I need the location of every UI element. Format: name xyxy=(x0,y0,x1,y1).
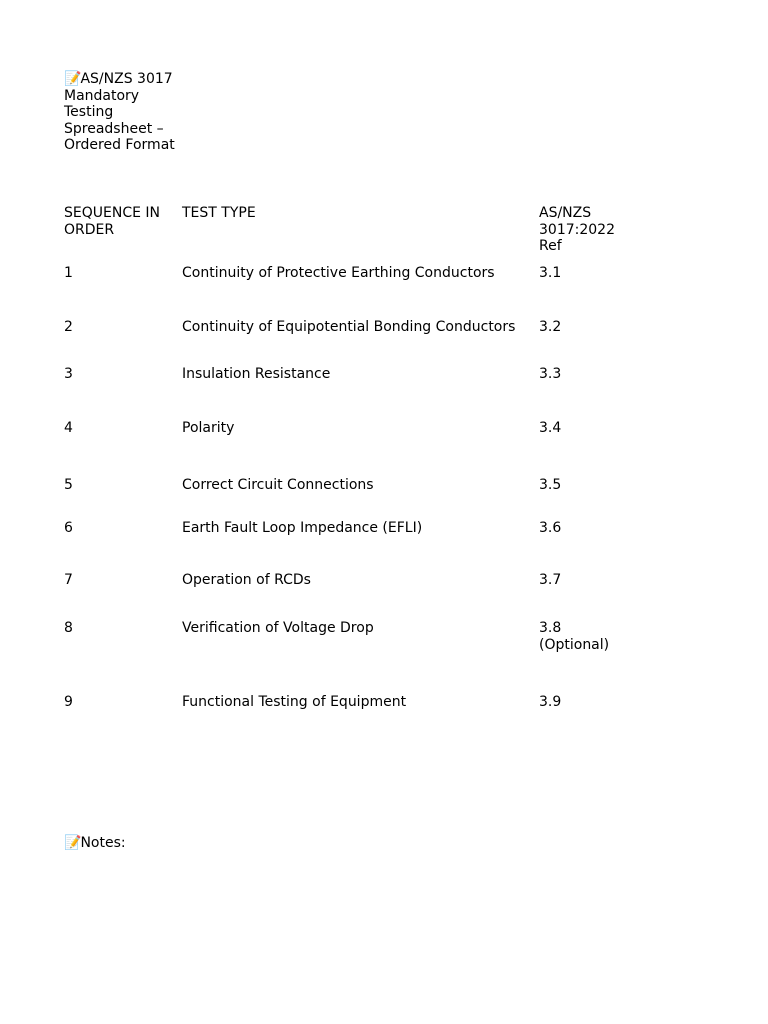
row-test-type: Polarity xyxy=(182,420,235,436)
row-test-type: Correct Circuit Connections xyxy=(182,477,374,493)
row-reference: 3.1 xyxy=(539,265,562,281)
table-row xyxy=(64,477,704,517)
row-sequence: 4 xyxy=(64,420,73,436)
document-title-text: AS/NZS 3017 Mandatory Testing Spreadsheet – Ordered Format xyxy=(64,71,175,153)
row-reference: 3.5 xyxy=(539,477,562,493)
row-sequence: 6 xyxy=(64,520,73,536)
table-row xyxy=(64,694,704,734)
header-sequence: SEQUENCE IN ORDER xyxy=(64,205,160,238)
table-row xyxy=(64,265,704,305)
row-reference: 3.9 xyxy=(539,694,562,710)
table-row xyxy=(64,620,704,660)
row-sequence: 8 xyxy=(64,620,73,636)
notes-label: Notes: xyxy=(80,835,126,851)
row-reference: 3.6 xyxy=(539,520,562,536)
row-test-type: Verification of Voltage Drop xyxy=(182,620,374,636)
row-test-type: Operation of RCDs xyxy=(182,572,311,588)
row-sequence: 5 xyxy=(64,477,73,493)
header-reference: AS/NZS 3017:2022 Ref xyxy=(539,205,615,254)
header-test-type: TEST TYPE xyxy=(182,205,256,221)
memo-icon: 📝 xyxy=(64,71,82,87)
row-test-type: Continuity of Equipotential Bonding Conductors xyxy=(182,319,516,335)
row-test-type: Earth Fault Loop Impedance (EFLI) xyxy=(182,520,423,536)
row-reference: 3.7 xyxy=(539,572,562,588)
row-sequence: 9 xyxy=(64,694,73,710)
table-header-row xyxy=(64,205,704,255)
memo-icon: 📝 xyxy=(64,835,82,851)
table-row xyxy=(64,420,704,460)
table-row xyxy=(64,520,704,560)
row-reference: 3.2 xyxy=(539,319,562,335)
row-test-type: Continuity of Protective Earthing Conductors xyxy=(182,265,495,281)
notes-section xyxy=(64,835,264,852)
table-row xyxy=(64,319,704,359)
row-reference: 3.4 xyxy=(539,420,562,436)
row-sequence: 7 xyxy=(64,572,73,588)
row-sequence: 2 xyxy=(64,319,73,335)
table-row xyxy=(64,366,704,406)
row-test-type: Insulation Resistance xyxy=(182,366,331,382)
table-row xyxy=(64,572,704,612)
row-reference: 3.8 (Optional) xyxy=(539,620,610,653)
row-sequence: 1 xyxy=(64,265,73,281)
row-test-type: Functional Testing of Equipment xyxy=(182,694,407,710)
row-reference: 3.3 xyxy=(539,366,562,382)
row-sequence: 3 xyxy=(64,366,73,382)
document-title xyxy=(64,71,184,154)
